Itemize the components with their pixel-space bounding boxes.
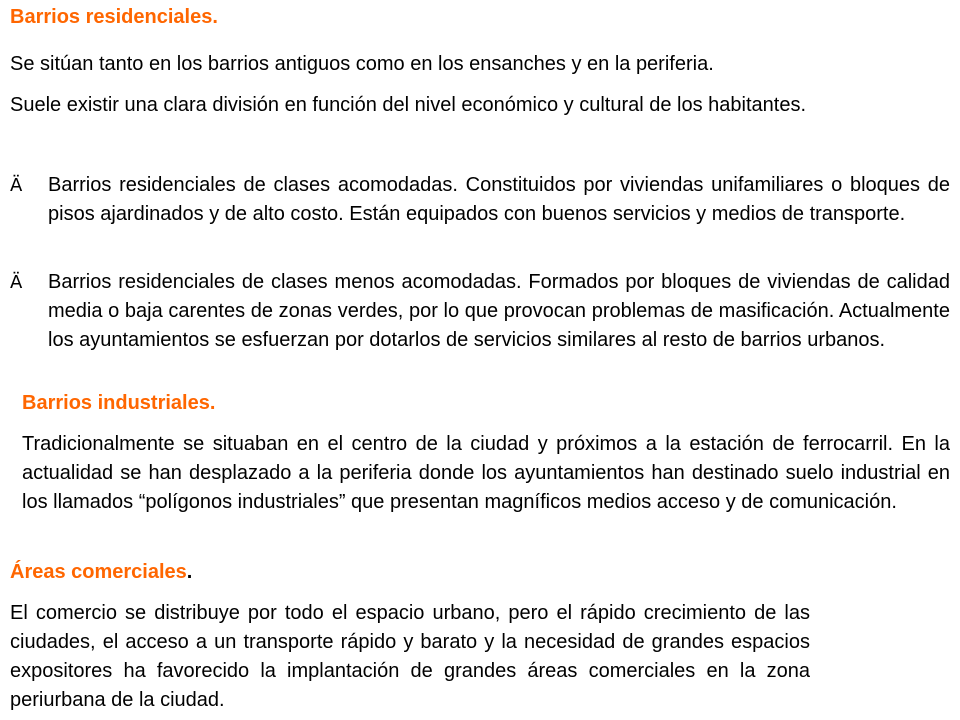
- paragraph-comercial: El comercio se distribuye por todo el espacio urbano, pero el rápido crecimiento de las ciudades, el acceso a un transporte rápido y barato y la necesidad de grandes espacios expositores ha favorecido la implantación de grandes áreas comerciales en la zona periurbana de la ciudad.: [10, 602, 810, 711]
- heading-barrios-residenciales: Barrios residenciales.: [10, 6, 218, 28]
- heading-period: .: [186, 561, 193, 583]
- heading-areas-comerciales: [10, 558, 192, 587]
- heading-barrios-industriales: Barrios industriales.: [22, 392, 216, 414]
- list-item-clases-acomodadas: [10, 171, 950, 229]
- paragraph-residencial-division: Suele existir una clara división en función del nivel económico y cultural de los habitantes.: [10, 94, 807, 116]
- arrow-bullet-icon: Ä: [10, 175, 23, 196]
- bullet-text: Barrios residenciales de clases menos acomodadas. Formados por bloques de viviendas de calidad media o baja carentes de zonas verdes, por lo que provocan problemas de masificación. Actualmente los ayuntamientos se esfuerzan por dotarlos de servicios similares al resto de barrios urbanos.: [48, 271, 950, 351]
- paragraph-residencial-ubicacion: Se sitúan tanto en los barrios antiguos como en los ensanches y en la periferia.: [10, 53, 714, 75]
- arrow-bullet-icon: Ä: [10, 272, 23, 293]
- bullet-text: Barrios residenciales de clases acomodadas. Constituidos por viviendas unifamiliares o bloques de pisos ajardinados y de alto costo. Están equipados con buenos servicios y medios de transporte.: [48, 174, 950, 225]
- paragraph-industrial: Tradicionalmente se situaban en el centro de la ciudad y próximos a la estación de ferrocarril. En la actualidad se han desplazado a la periferia donde los ayuntamientos han destinado suelo industrial en los llamados “polígonos industriales” que presentan magníficos medios acceso y de comunicación.: [22, 433, 950, 513]
- heading-areas-comerciales-text: Áreas comerciales: [10, 561, 187, 583]
- list-item-clases-menos-acomodadas: [10, 268, 950, 355]
